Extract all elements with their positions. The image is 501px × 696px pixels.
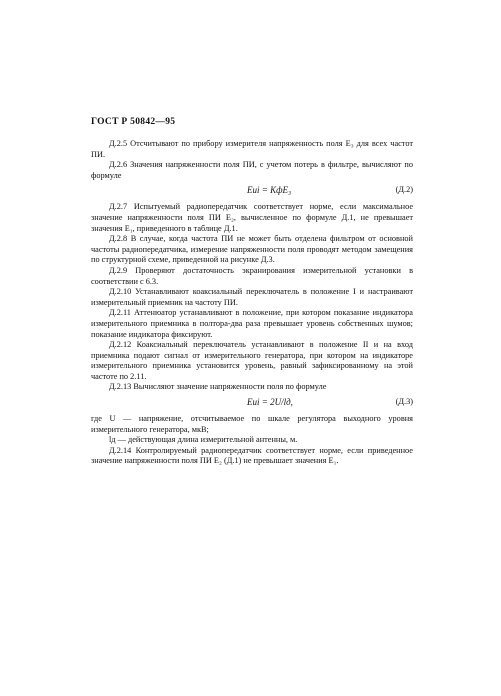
formula-number: (Д.3)	[395, 397, 413, 407]
formula-d2	[91, 184, 413, 199]
document-header: ГОСТ Р 50842—95	[91, 117, 176, 127]
paragraph-d213: Д.2.13 Вычисляют значение напряженности поля по формуле	[109, 382, 327, 392]
paragraph-d210: Д.2.10 Устанавливают коаксиальный переключатель в положение I и настраивают измерительный приемник на частоту ПИ.	[91, 287, 413, 307]
paragraph-where-l: lд — действующая длина измерительной антенны, м.	[109, 435, 298, 445]
paragraph-d25: Д.2.5 Отсчитывают по прибору измерителя напряженность поля E₃ для всех частот ПИ.	[91, 139, 413, 159]
paragraph-d212: Д.2.12 Коаксиальный переключатель устанавливают в положение II и на вход приемника подают сигнал от измерительного генератора, при котором на индикаторе измерительного приемника установится уровень, равный зафиксированному на этой частоте по 2.11.	[91, 340, 413, 381]
formula-expression: Eиi = KфE₃	[247, 185, 292, 196]
paragraph-d214: Д.2.14 Контролируемый радиопередатчик соответствует норме, если приведенное значение напряженности поля ПИ E₂ (Д.1) не превышает значения E₁.	[91, 445, 413, 466]
formula-d3	[91, 396, 413, 411]
document-body	[91, 139, 413, 467]
paragraph-where-u: где U — напряжение, отсчитываемое по шкале регулятора выходного уровня измерительного генератора, мкВ;	[91, 414, 413, 434]
paragraph-d27: Д.2.7 Испытуемый радиопередатчик соответствует норме, если максимальное значение напряженности поля ПИ E₂, вычисленное по формуле Д.1, не превышает значения E₁, приведенного в таблице Д.1.	[91, 202, 413, 233]
paragraph-d26: Д.2.6 Значения напряженности поля ПИ, с учетом потерь в фильтре, вычисляют по формуле	[91, 160, 413, 180]
paragraph-d211: Д.2.11 Аттенюатор устанавливают в положение, при котором показание индикатора измерительного приемника в полтора-два раза превышает уровень собственных шумов; показание индикатора фиксируют.	[91, 308, 413, 339]
formula-number: (Д.2)	[395, 185, 413, 195]
formula-expression: Eиi = 2U/lд,	[247, 397, 293, 408]
paragraph-d28: Д.2.8 В случае, когда частота ПИ не может быть отделена фильтром от основной частоты радиопередатчика, измерение напряженности поля проводят методом замещения по структурной схеме, приведенной на рисунке Д.3.	[91, 234, 413, 265]
paragraph-d29: Д.2.9 Проверяют достаточность экранирования измерительной установки в соответствии с 6.3.	[91, 265, 413, 286]
